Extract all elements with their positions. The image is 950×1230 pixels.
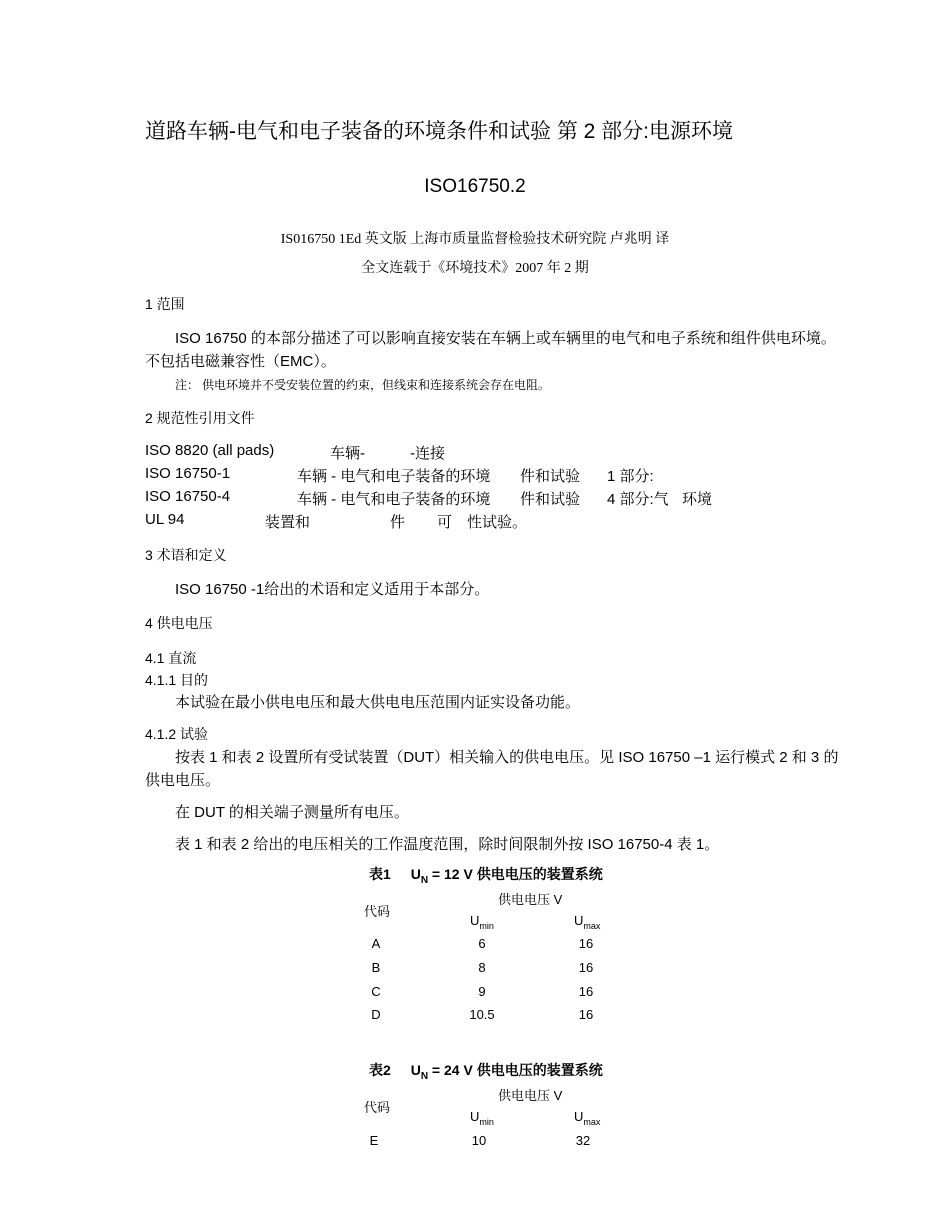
section-1-heading: 1 范围 xyxy=(145,296,185,312)
table-1-caption-rest: = 12 V 供电电压的装置系统 xyxy=(428,866,603,882)
section-4-1-heading: 4.1 直流 xyxy=(145,650,197,666)
document-subtitle: ISO16750.2 xyxy=(424,176,526,197)
reference-title-part: 件和试验 xyxy=(520,491,581,508)
table-1-label: 表1 xyxy=(369,866,391,882)
table-1-cell-code: B xyxy=(371,960,381,975)
reference-title-part: 装置和 xyxy=(265,514,311,531)
section-3-heading: 3 术语和定义 xyxy=(145,547,227,563)
table-1-cell-min: 6 xyxy=(478,936,486,951)
table-2-label: 表2 xyxy=(369,1062,391,1078)
table-2-cell-max: 32 xyxy=(575,1133,591,1148)
table-1-cell-max: 16 xyxy=(578,1007,594,1022)
reference-title-part: 环境 xyxy=(682,491,713,508)
table-2-col-code: 代码 xyxy=(364,1100,391,1115)
section-4-1-2-heading: 4.1.2 试验 xyxy=(145,726,209,742)
section-3-para: ISO 16750 -1给出的术语和定义适用于本部分。 xyxy=(175,581,490,598)
reference-title-part: 1 部分: xyxy=(607,468,654,485)
reference-title-part: 车辆 - 电气和电子装备的环境 xyxy=(297,491,491,508)
table-2-u: U xyxy=(410,1062,421,1078)
document-title: 道路车辆-电气和电子装备的环境条件和试验 第 2 部分:电源环境 xyxy=(145,120,734,143)
reference-title-part: 性试验。 xyxy=(467,514,528,531)
table-1-cell-max: 16 xyxy=(578,936,594,951)
table-1-cell-code: D xyxy=(371,1007,381,1022)
section-4-1-1-heading: 4.1.1 目的 xyxy=(145,672,209,688)
table-1-col-umin: $U_{min}$ xyxy=(470,913,494,931)
table-1-caption xyxy=(369,864,603,886)
table-1-cell-max: 16 xyxy=(578,984,594,999)
reference-code: ISO 16750-1 xyxy=(145,465,231,482)
table-2-caption-rest: = 24 V 供电电压的装置系统 xyxy=(428,1062,603,1078)
table-1-cell-code: A xyxy=(371,936,381,951)
table-2-cell-min: 10 xyxy=(471,1133,487,1148)
table-1-u-sub: N xyxy=(420,875,429,886)
reference-title-part: 车辆- xyxy=(330,445,365,462)
table-1-u: U xyxy=(410,866,421,882)
reference-code: ISO 16750-4 xyxy=(145,488,231,505)
table-2-u-sub: N xyxy=(420,1071,429,1082)
table-1-cell-code: C xyxy=(371,984,381,999)
section-4-heading: 4 供电电压 xyxy=(145,615,213,631)
table-1-cell-min: 8 xyxy=(478,960,486,975)
reference-title-part: 件 xyxy=(390,514,406,531)
table-2-col-umin: $U_{min}$ xyxy=(470,1109,494,1127)
reference-title-part: 可 xyxy=(437,514,453,531)
translation-info: IS016750 1Ed 英文版 上海市质量监督检验技术研究院 卢兆明 译 xyxy=(280,232,670,247)
section-4-1-1-para: 本试验在最小供电电压和最大供电电压范围内证实设备功能。 xyxy=(175,694,581,711)
table-1-cell-min: 9 xyxy=(478,984,486,999)
table-2-col-umax: $U_{max}$ xyxy=(574,1109,601,1127)
reference-code: ISO 8820 (all pads) xyxy=(145,442,275,459)
section-1-note: 注： 供电环境并不受安装位置的约束，但线束和连接系统会存在电阻。 xyxy=(175,378,551,392)
table-1-cell-min: 10.5 xyxy=(469,1007,495,1022)
reference-code: UL 94 xyxy=(145,511,185,528)
reference-title-part: 车辆 - 电气和电子装备的环境 xyxy=(297,468,491,485)
section-1-para-line1: ISO 16750 的本部分描述了可以影响直接安装在车辆上或车辆里的电气和电子系统和组件供电环境。 xyxy=(175,330,836,347)
table-2-col-group: 供电电压 V xyxy=(498,1088,563,1103)
section-4-dut-para: 在 DUT 的相关端子测量所有电压。 xyxy=(175,804,409,821)
section-4-temp-para: 表 1 和表 2 给出的电压相关的工作温度范围，除时间限制外按 ISO 16750-4 表 1。 xyxy=(175,836,720,853)
section-2-heading: 2 规范性引用文件 xyxy=(145,410,255,426)
table-2-cell-code: E xyxy=(369,1133,379,1148)
table-1-col-umax: $U_{max}$ xyxy=(574,913,601,931)
reference-title-part: -连接 xyxy=(410,445,445,462)
section-4-1-2-para-line1: 按表 1 和表 2 设置所有受试装置（DUT）相关输入的供电电压。见 ISO 16750 –1 运行模式 2 和 3 的 xyxy=(175,749,839,766)
table-2-caption xyxy=(369,1060,603,1082)
reference-title-part: 4 部分:气 xyxy=(607,491,669,508)
table-1-col-code: 代码 xyxy=(364,904,391,919)
section-1-para-line2: 不包括电磁兼容性（EMC）。 xyxy=(145,353,336,370)
table-1-cell-max: 16 xyxy=(578,960,594,975)
reference-title-part: 件和试验 xyxy=(520,468,581,485)
table-1-col-group: 供电电压 V xyxy=(498,892,563,907)
section-4-1-2-para-line2: 供电电压。 xyxy=(145,772,221,789)
source-info: 全文连载于《环境技术》2007 年 2 期 xyxy=(361,261,589,276)
